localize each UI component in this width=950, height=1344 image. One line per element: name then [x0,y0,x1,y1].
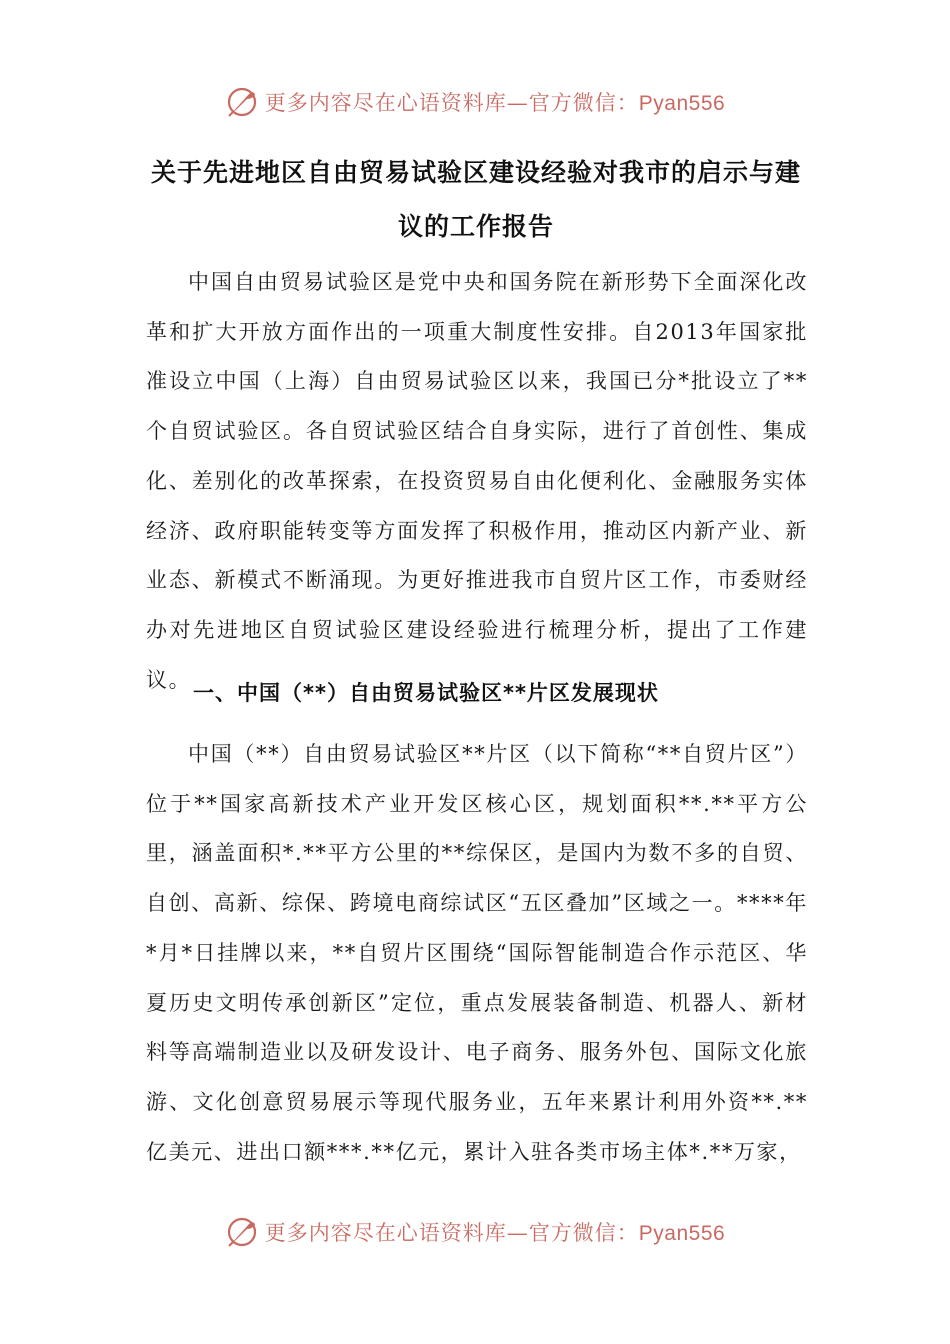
banner-text [265,87,725,117]
banner-site-name: 更多内容尽在心语资料库 [264,91,507,115]
intro-paragraph: 中国自由贸易试验区是党中央和国务院在新形势下全面深化改革和扩大开放方面作出的一项重大制度性安排。自2013年国家批准设立中国（上海）自由贸易试验区以来，我国已分*批设立了**个自贸试验区。各自贸试验区结合自身实际，进行了首创性、集成化、差别化的改革探索，在投资贸易自由化便利化、金融服务实体经济、政府职能转变等方面发挥了积极作用，推动区内新产业、新业态、新模式不断涌现。为更好推进我市自贸片区工作，市委财经办对先进地区自贸试验区建设经验进行梳理分析，提出了工作建议。 [146,270,808,692]
banner-wechat-id: Pyan556 [638,1222,726,1245]
section-paragraph: 中国（**）自由贸易试验区**片区（以下简称“**自贸片区”）位于**国家高新技术产业开发区核心区，规划面积**.**平方公里，涵盖面积*.**平方公里的**综保区，是国内为数不多的自贸、自创、高新、综保、跨境电商综试区“五区叠加”区域之一。****年*月*日挂牌以来，**自贸片区围绕“国际智能制造合作示范区、华夏历史文明传承创新区”定位，重点发展装备制造、机器人、新材料等高端制造业以及研发设计、电子商务、服务外包、国际文化旅游、文化创意贸易展示等现代服务业，五年来累计利用外资**.**亿美元、进出口额***.**亿元，累计入驻各类市场主体*.**万家， [146,742,808,1164]
section-heading: 一、中国（**）自由贸易试验区**片区发展现状 [193,681,659,705]
footer-banner[interactable] [0,1210,950,1254]
banner-wechat-label: 官方微信： [528,91,639,115]
banner-wechat-label: 官方微信： [528,1221,639,1245]
banner-text [265,1217,725,1247]
banner-dash: — [506,91,529,115]
document-title: 关于先进地区自由贸易试验区建设经验对我市的启示与建议的工作报告 [150,158,801,241]
banner-dash: — [506,1221,529,1245]
quill-logo-icon [225,1215,259,1249]
banner-site-name: 更多内容尽在心语资料库 [264,1221,507,1245]
quill-logo-icon [225,85,259,119]
banner-wechat-id: Pyan556 [638,92,726,115]
header-banner[interactable] [0,80,950,124]
